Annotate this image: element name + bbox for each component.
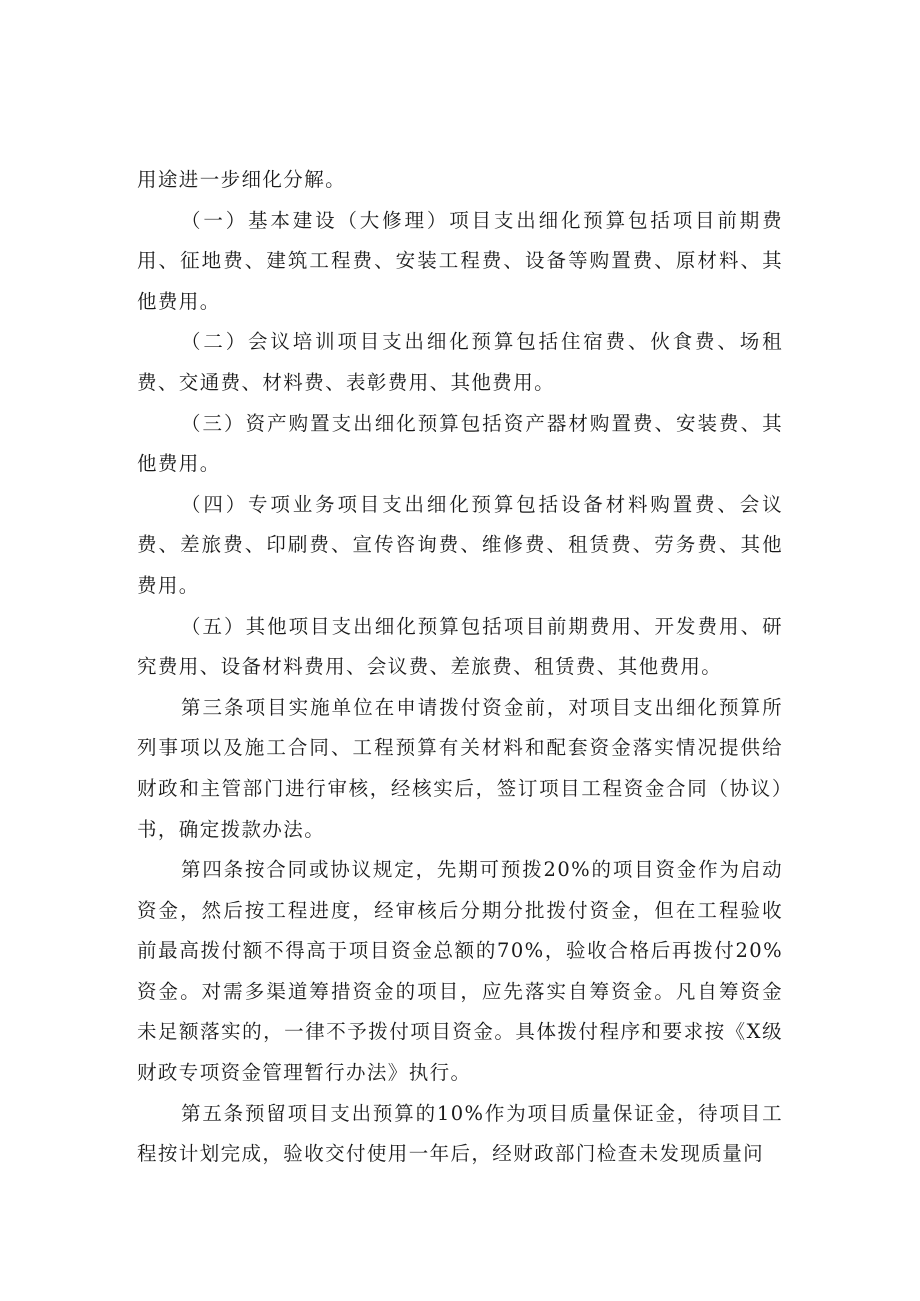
paragraph-article-3: 第三条项目实施单位在申请拨付资金前，对项目支出细化预算所列事项以及施工合同、工程预算有关材料和配套资金落实情况提供给财政和主管部门进行审核，经核实后，签订项目工程资金合同（协议）书，确定拨款办法。 — [137, 695, 783, 841]
document-body — [137, 160, 783, 1175]
paragraph-item-4: （四）专项业务项目支出细化预算包括设备材料购置费、会议费、差旅费、印刷费、宣传咨询费、维修费、租赁费、劳务费、其他费用。 — [137, 492, 783, 597]
paragraph-item-1: （一）基本建设（大修理）项目支出细化预算包括项目前期费用、征地费、建筑工程费、安装工程费、设备等购置费、原材料、其他费用。 — [137, 208, 783, 313]
paragraph-item-2: （二）会议培训项目支出细化预算包括住宿费、伙食费、场租费、交通费、材料费、表彰费用、其他费用。 — [137, 330, 783, 394]
paragraph-continuation: 用途进一步细化分解。 — [137, 168, 347, 191]
paragraph-item-3: （三）资产购置支出细化预算包括资产器材购置费、安装费、其他费用。 — [137, 411, 783, 476]
paragraph-article-4: 第四条按合同或协议规定，先期可预拨20%的项目资金作为启动资金，然后按工程进度，经审核后分期分批拨付资金，但在工程验收前最高拨付额不得高于项目资金总额的70%，验收合格后再拨付20%资金。对需多渠道筹措资金的项目，应先落实自筹资金。凡自筹资金未足额落实的，一律不予拨付项目资金。具体拨付程序和要求按《X级财政专项资金管理暂行办法》执行。 — [137, 858, 783, 1085]
paragraph-item-5: （五）其他项目支出细化预算包括项目前期费用、开发费用、研究费用、设备材料费用、会议费、差旅费、租赁费、其他费用。 — [137, 614, 783, 679]
paragraph-article-5: 第五条预留项目支出预算的10%作为项目质量保证金，待项目工程按计划完成，验收交付使用一年后，经财政部门检查未发现质量问 — [137, 1101, 783, 1166]
